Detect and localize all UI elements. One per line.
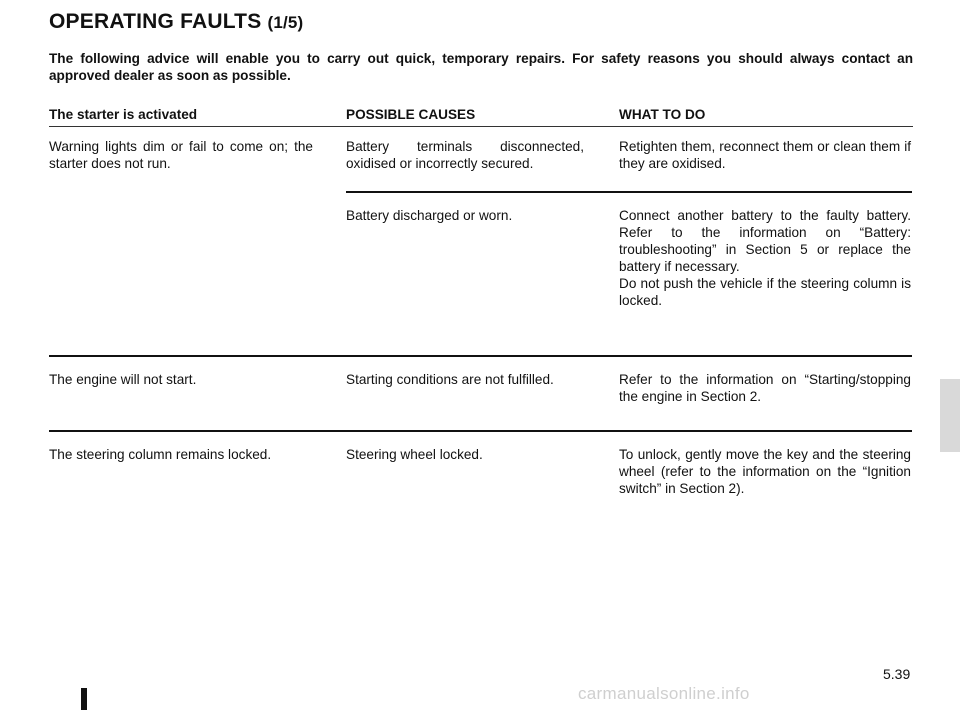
row-2-action-warning: Do not push the vehicle if the steering column is locked.: [619, 276, 911, 308]
page-number: 5.39: [883, 666, 911, 682]
row-2-cause: Battery discharged or worn.: [346, 208, 513, 223]
row-4-cause: Steering wheel locked.: [346, 447, 483, 462]
column-header-action: WHAT TO DO: [619, 107, 706, 122]
row-4-action: To unlock, gently move the key and the steering wheel (refer to the information on the “Ignition switch” in Section 2).: [619, 447, 911, 496]
row-divider-1: [346, 191, 912, 193]
header-divider: [49, 126, 913, 127]
section-tab: [940, 379, 960, 452]
row-2-action-block: [619, 207, 911, 309]
row-divider-2: [49, 355, 912, 357]
row-1-action: Retighten them, reconnect them or clean them if they are oxidised.: [619, 139, 911, 171]
column-header-causes: POSSIBLE CAUSES: [346, 107, 476, 122]
row-3-cause: Starting conditions are not fulfilled.: [346, 372, 554, 387]
row-3-action: Refer to the information on “Starting/stopping the engine in Section 2.: [619, 372, 911, 404]
column-header-symptom: The starter is activated: [49, 107, 198, 122]
watermark-text: carmanualsonline.info: [578, 684, 750, 703]
row-4-symptom: The steering column remains locked.: [49, 447, 272, 462]
page-title: [49, 10, 303, 34]
row-3-symptom: The engine will not start.: [49, 372, 197, 387]
intro-text: The following advice will enable you to carry out quick, temporary repairs. For safety reasons you should always contact an approved dealer as soon as possible.: [49, 51, 913, 83]
crop-mark: [81, 688, 87, 710]
row-1-cause: Battery terminals disconnected, oxidised or incorrectly secured.: [346, 139, 584, 171]
row-1-symptom: Warning lights dim or fail to come on; the starter does not run.: [49, 139, 313, 171]
title-part-indicator: (1/5): [267, 13, 304, 32]
title-main: OPERATING FAULTS: [49, 10, 268, 33]
row-divider-3: [49, 430, 912, 432]
row-2-action: Connect another battery to the faulty battery. Refer to the information on “Battery: troubleshooting” in Section 5 or replace the battery if necessary.: [619, 208, 911, 274]
